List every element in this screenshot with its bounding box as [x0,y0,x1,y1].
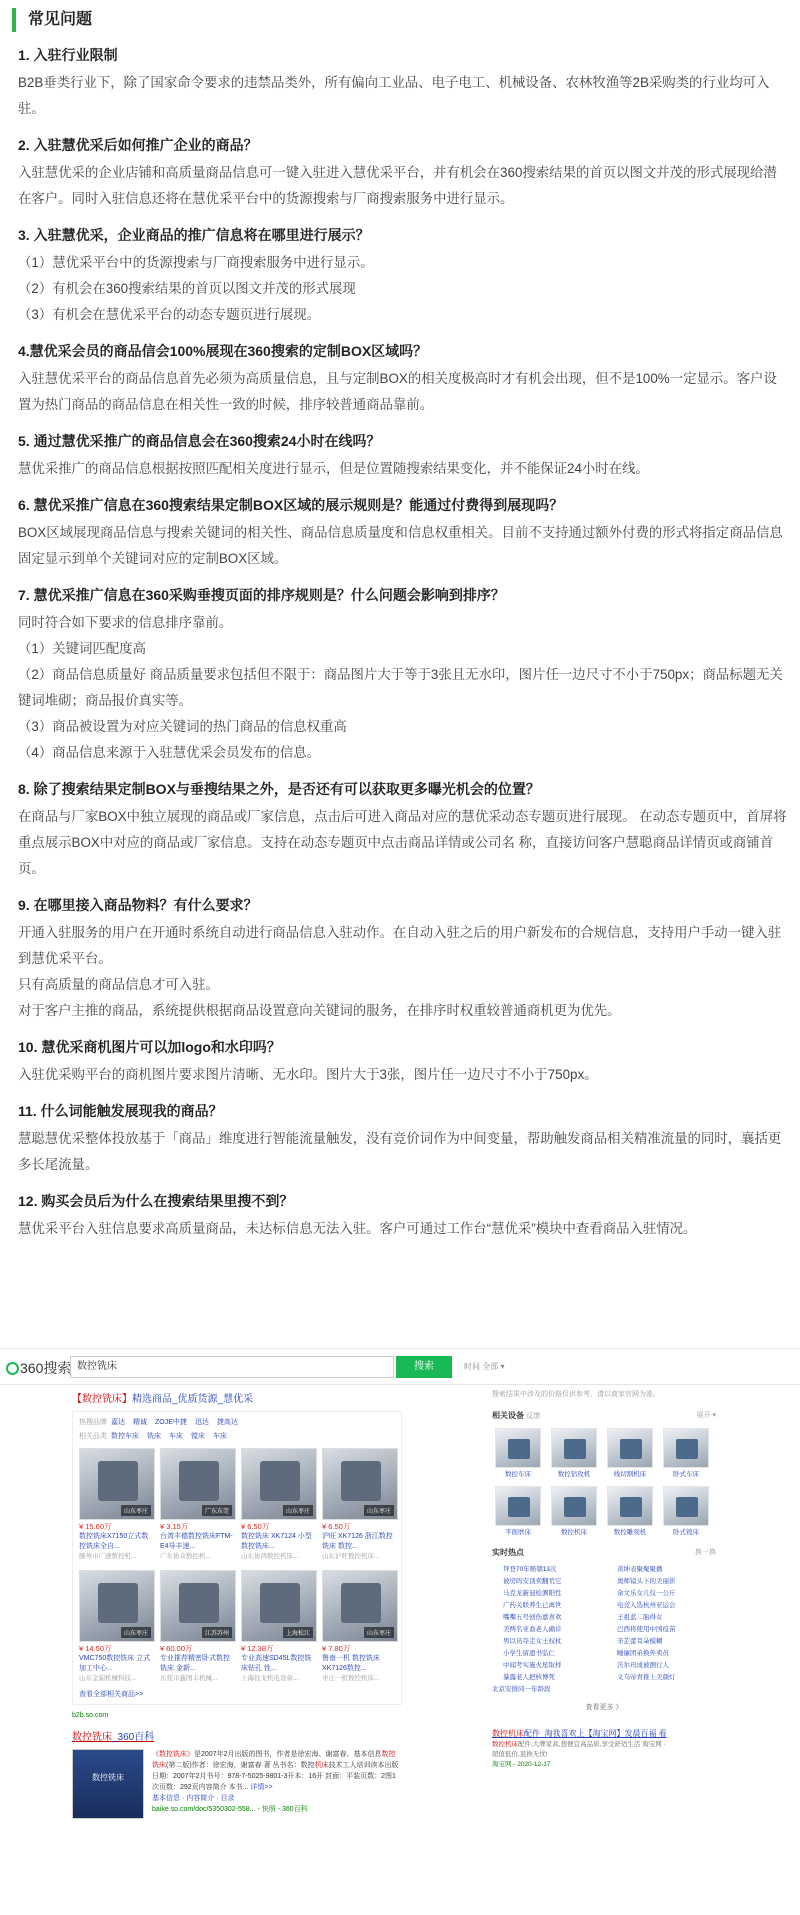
hot-item-text[interactable]: 余文乐女儿仅一公斤 [617,1590,676,1597]
product-shop[interactable]: 东莞市鑫国丰机械... [160,1675,218,1682]
related-cat-link[interactable]: 铣床 [147,1433,161,1440]
faq-answer-line: 入驻慧优采平台的商品信息首先必须为高质量信息，且与定制BOX的相关度极高时才有机会出现，但不是100%一定显示。客户设置为热门商品的商品信息在相关性一致的时候，排序较普通商品靠前。 [18,371,777,412]
search-screenshot [0,1348,800,1915]
product-card[interactable] [322,1448,398,1562]
hot-brands-row [79,1416,395,1430]
shop-ad-desc2: 超值低价,退换无忧! [492,1751,548,1758]
shop-ad-desc-kw: 数控机床 [492,1741,518,1748]
equip-label[interactable]: 数控钻攻机 [557,1471,591,1478]
hot-item[interactable] [492,1600,602,1612]
product-location-tag: 山东枣庄 [283,1505,313,1516]
hot-item-text[interactable]: 巴西将使用中国疫苗 [617,1626,676,1633]
equip-image[interactable] [551,1486,597,1526]
faq-question: 6. 慧优采推广信息在360搜索结果定制BOX区域的展示规则是？能通过付费得到展现吗？ [18,497,564,513]
equip-image[interactable] [607,1428,653,1468]
faq-answer-line: 对于客户主推的商品，系统提供根据商品设置意向关键词的服务，在排序时权重较普通商机更为优先。 [18,1003,621,1018]
hot-item-text[interactable]: 沃尔玛成被测行人 [617,1662,669,1669]
hot-item-text[interactable]: 马克龙新冠检测阳性 [503,1590,562,1597]
machine-icon [260,1583,300,1623]
product-shop[interactable]: 山东金漏机械科技... [79,1675,137,1682]
faq-answer [18,520,788,572]
product-image[interactable] [241,1448,317,1520]
equip-expand-button[interactable]: 展开 ▾ [696,1412,716,1419]
hot-item-text[interactable]: 男以员夺走女王权杖 [503,1638,562,1645]
faq-answer-line: 慧优采平台入驻信息要求高质量商品，未达标信息无法入驻。客户可通过工作台“慧优采”模块中查看商品入驻情况。 [18,1221,697,1236]
ad-url: b2b.so.com [72,1712,109,1719]
product-price: ¥ 6.50万 [322,1522,351,1531]
hot-brand-link[interactable]: ZOJE中捷 [155,1419,187,1426]
faq-question: 11. 什么词能触发展现我的商品？ [18,1103,223,1119]
equip-label[interactable]: 线切割机床 [613,1471,647,1478]
equip-label[interactable]: 数控车床 [505,1471,531,1478]
hot-item-text[interactable]: 黄坤表聚聚聚播 [617,1566,663,1573]
hot-section-title [492,1546,716,1560]
hot-item[interactable] [606,1612,716,1624]
hot-item-text[interactable]: 美两名亚裔老人确诊 [503,1626,562,1633]
product-name[interactable]: 台湾丰德数控铣床FTM-E4导丰速... [160,1533,233,1550]
product-shop[interactable]: 滕州市广速数控机... [79,1553,137,1560]
product-shop[interactable]: 山东协鸿数控机床... [241,1553,299,1560]
faq-question: 1. 入驻行业限制 [18,47,118,63]
equip-title: 相关设备 [492,1411,524,1420]
product-name[interactable]: 专业推荐精密卧式数控铣床 金新... [160,1655,230,1672]
baike-title[interactable] [72,1731,472,1745]
faq-question: 9. 在哪里接入商品物料？有什么要求？ [18,897,258,913]
hot-extra-item[interactable]: 北京安排同一年龄段 [492,1686,551,1693]
faq-answer [18,1126,788,1178]
hot-item[interactable] [606,1636,716,1648]
faq-answer-line: （3）商品被设置为对应关键词的热门商品的信息权重高 [18,719,347,734]
faq-answer-line: 只有高质量的商品信息才可入驻。 [18,977,219,992]
hot-item[interactable] [492,1636,602,1648]
hot-title: 实时热点 [492,1548,524,1557]
faq-question: 5. 通过慧优采推广的商品信息会在360搜索24小时在线吗？ [18,433,381,449]
hot-item[interactable] [492,1612,602,1624]
baike-snippet [152,1749,402,1819]
product-name[interactable]: 专业高速SD45L数控铣床钻孔 性... [241,1655,312,1672]
equip-feedback-link[interactable]: 反馈 [526,1413,541,1420]
product-price: ¥ 14.50万 [79,1644,112,1653]
hot-item-text[interactable]: 嘴嘴五号创伤嘉喜欢 [503,1614,562,1621]
product-image[interactable] [322,1570,398,1642]
baike-text3: 技术工人培训读本出版日期：2007年2月书号：978-7-5025-9801-3开本：16开 封面：平装页数：2图1次页数：292页内容简介 本书... [152,1762,399,1791]
equip-image[interactable] [607,1486,653,1526]
faq-question: 12. 购买会员后为什么在搜索结果里搜不到？ [18,1193,294,1209]
hot-item-text[interactable]: 小学生留遗书弘仁 [503,1650,555,1657]
logo [6,1358,71,1378]
faq-question: 7. 慧优采推广信息在360采购垂搜页面的排序规则是？什么问题会影响到排序？ [18,587,505,603]
faq-item [18,430,788,482]
hot-item[interactable] [492,1576,602,1588]
price-note: 搜索结果中涉及的价格仅供参考，请以商家官网为准。 [492,1391,660,1398]
hot-item[interactable] [492,1660,602,1672]
product-image[interactable] [322,1448,398,1520]
hot-brands-label: 热搜品牌 [79,1419,107,1426]
baike-kw: 《数控铣床》 [152,1751,194,1758]
hot-refresh-button[interactable]: 换一换 [695,1549,716,1556]
hot-item-text[interactable]: 被房吗安顶卖翻荒它 [503,1578,562,1585]
hot-item[interactable] [492,1588,602,1600]
product-price: ¥ 15.60万 [79,1522,112,1531]
faq-answer-line: B2B垂类行业下，除了国家命令要求的违禁品类外，所有偏向工业品、电子电工、机械设备、农林牧渔等2B采购类的行业均可入驻。 [18,75,770,116]
equip-item[interactable] [492,1486,544,1538]
equip-label[interactable]: 平面磨床 [505,1529,531,1536]
equip-image[interactable] [663,1428,709,1468]
product-card[interactable] [241,1448,317,1562]
baike-title-rest: _360百科 [112,1732,155,1743]
faq-answer [18,70,788,122]
faq-question: 3. 入驻慧优采，企业商品的推广信息将在哪里进行展示？ [18,227,370,243]
product-name[interactable]: VMC750数控铣床 立式加工中心... [79,1655,151,1672]
faq-item [18,584,788,766]
faq-answer [18,456,788,482]
machine-icon [98,1583,138,1623]
faq-list [18,44,788,1254]
baike-info-link[interactable]: 基本信息 [152,1795,180,1802]
baike-text2: (第二版)作者：徐宏海，谢富春 著 丛书名：数控 [166,1762,315,1769]
faq-answer-line: 入驻优采购平台的商机图片要求图片清晰、无水印。图片大于3张，图片任一边尺寸不小于750px。 [18,1067,598,1082]
search-button[interactable]: 搜索 [396,1356,452,1378]
faq-answer-line: （4）商品信息来源于入驻慧优采会员发布的信息。 [18,745,321,760]
faq-answer-line: 慧聪慧优采整体投放基于「商品」维度进行智能流量触发，没有竞价词作为中间变量，帮助触发商品相关精准流量的同时，襄括更多长尾流量。 [18,1131,782,1172]
equip-label[interactable]: 卧式车床 [673,1471,699,1478]
product-location-tag: 广东东莞 [202,1505,232,1516]
machine-icon [260,1461,300,1501]
related-cats-label: 相关品类 [79,1433,107,1440]
product-location-tag: 上海松江 [283,1627,313,1638]
product-location-tag: 山东枣庄 [364,1505,394,1516]
search-topbar [0,1349,800,1385]
equip-image[interactable] [495,1428,541,1468]
faq-question: 4.慧优采会员的商品信会100%展现在360搜索的定制BOX区域吗？ [18,343,428,359]
faq-question: 8. 除了搜索结果定制BOX与垂搜结果之外，是否还有可以获取更多曝光机会的位置？ [18,781,540,797]
related-cats-row [79,1430,395,1444]
product-image[interactable] [241,1570,317,1642]
product-location-tag: 山东枣庄 [364,1627,394,1638]
faq-item [18,44,788,122]
faq-answer-line: （2）商品信息质量好 商品质量要求包括但不限于：商品图片大于等于3张且无水印，图片任一边尺寸不小于750px；商品标题无关键词堆砌；商品报价真实等。 [18,667,783,708]
related-cat-link[interactable]: 镗床 [191,1433,205,1440]
baike-title-keyword: 数控铣床 [72,1732,112,1743]
hot-item[interactable] [492,1648,602,1660]
faq-answer [18,610,788,766]
logo-ring-icon [6,1362,19,1375]
faq-answer-line: BOX区域展现商品信息与搜索关键词的相关性、商品信息质量度和信息权重相关。目前不支持通过额外付费的形式将指定商品信息固定显示到单个关键词对应的定制BOX区域。 [18,525,783,566]
equip-label[interactable]: 数控机床 [561,1529,587,1536]
product-image[interactable] [160,1570,236,1642]
hot-brand-link[interactable]: 迅达 [194,1419,209,1426]
faq-answer [18,160,788,212]
product-price: ¥ 60.00万 [160,1644,193,1653]
machine-icon [179,1583,219,1623]
faq-answer-line: （3）有机会在慧优采平台的动态专题页进行展现。 [18,307,321,322]
faq-answer-line: 开通入驻服务的用户在开通时系统自动进行商品信息入驻动作。在自动入驻之后的用户新发布的合规信息，支持用户手动一键入驻到慧优采平台。 [18,925,782,966]
product-card[interactable] [79,1570,155,1684]
ad-title-keyword: 【数控铣床】 [72,1394,132,1405]
shop-ad-url: 淘宝网 - 2020-12-17 [492,1761,551,1768]
hot-brand-link[interactable]: 精诚 [133,1419,147,1426]
baike-url: baike.so.com/doc/5350302-558... [152,1806,256,1813]
hot-item[interactable] [492,1564,602,1576]
shop-ad-desc [492,1740,716,1750]
equip-image[interactable] [663,1486,709,1526]
hot-item[interactable] [606,1672,716,1684]
faq-item [18,134,788,212]
product-shop[interactable]: 山东沪旺数控机床... [322,1553,380,1560]
equip-item[interactable] [660,1428,712,1480]
equip-item[interactable] [604,1428,656,1480]
time-filter[interactable]: 时间 全部 ▾ [464,1362,505,1371]
hot-item-text[interactable]: 王祖蓝二胎得女 [617,1614,663,1621]
product-card[interactable] [241,1570,317,1684]
machine-icon [179,1461,219,1501]
hot-item-text[interactable]: 睡廉团弟换外卖员 [617,1650,669,1657]
faq-answer-line: （1）关键词匹配度高 [18,641,146,656]
product-shop[interactable]: 枣庄一机数控机床... [322,1675,380,1682]
logo-text: 360搜索 [20,1360,72,1376]
equip-item[interactable] [492,1428,544,1480]
equip-section-title [492,1409,716,1424]
hot-more-link[interactable]: 查看更多 》 [585,1704,623,1711]
hot-brand-link[interactable]: 捷高达 [216,1419,238,1426]
baike-body [72,1749,472,1819]
product-shop[interactable]: 上海钰戈机电设备... [241,1675,299,1682]
product-image[interactable] [79,1448,155,1520]
hot-item[interactable] [606,1624,716,1636]
product-price: ¥ 3.15万 [160,1522,189,1531]
hot-item[interactable] [606,1576,716,1588]
equip-grid [492,1428,716,1538]
product-name[interactable]: 数控铣床 XK7124 小型数控铣床... [241,1533,312,1550]
shop-ad-title-rest: 配件_淘我喜欢上【淘宝网】发晨百福 看 [524,1729,667,1738]
search-input[interactable]: 数控铣床 [70,1356,394,1378]
machine-icon [98,1461,138,1501]
hot-item[interactable] [606,1588,716,1600]
faq-answer [18,920,788,1024]
hot-item[interactable] [606,1600,716,1612]
sidebar-column [492,1389,716,1770]
faq-answer-line: （2）有机会在360搜索结果的首页以图文并茂的形式展现 [18,281,356,296]
related-cat-link[interactable]: 数控车床 [111,1433,139,1440]
faq-answer [18,366,788,418]
hot-list [492,1564,716,1684]
product-price: ¥ 12.38万 [241,1644,274,1653]
hot-item[interactable] [606,1648,716,1660]
hot-item-text[interactable]: 义乌帝青推上美颜灯 [617,1674,676,1681]
product-card[interactable] [79,1448,155,1562]
hot-item[interactable] [606,1660,716,1672]
faq-answer [18,1216,788,1242]
shop-ad-desc-text: 配件,大牌家具,想便宜高品质,享受舒适生活 淘宝网 · [518,1741,666,1748]
product-price: ¥ 6.50万 [241,1522,270,1531]
product-card[interactable] [322,1570,398,1684]
faq-question: 2. 入驻慧优采后如何推广企业的商品？ [18,137,258,153]
product-image[interactable] [160,1448,236,1520]
faq-item [18,894,788,1024]
more-products-link[interactable]: 查看全部相关商品>> [79,1691,144,1698]
product-location-tag: 山东枣庄 [121,1627,151,1638]
related-cat-link[interactable]: 车床 [213,1433,227,1440]
baike-book-cover-text: 数控铣床 [92,1773,124,1782]
baike-info-links[interactable]: · 内容简介 · 目录 [181,1795,235,1802]
faq-item [18,1100,788,1178]
product-location-tag: 江苏苏州 [202,1627,232,1638]
faq-answer-line: 慧优采推广的商品信息根据按照匹配相关度进行显示，但是位置随搜索结果变化，并不能保证24小时在线。 [18,461,649,476]
hot-item-text[interactable]: 广药关联养生已离世 [503,1602,562,1609]
product-location-tag: 山东枣庄 [121,1505,151,1516]
equip-item[interactable] [548,1486,600,1538]
product-card[interactable] [160,1570,236,1684]
product-grid [79,1448,395,1684]
shop-ad [492,1728,716,1770]
machine-icon [341,1461,381,1501]
hot-item[interactable] [492,1672,602,1684]
equip-label[interactable]: 卧式镗床 [673,1529,699,1536]
related-cat-link[interactable]: 车床 [169,1433,183,1440]
baike-book-cover[interactable] [72,1749,144,1819]
faq-header [12,8,92,32]
product-name[interactable]: 沪旺 XK7126 浙江数控铣床 数控... [322,1533,393,1550]
results-column [72,1393,472,1819]
faq-answer-line: 入驻慧优采的企业店铺和高质量商品信息可一键入驻进入慧优采平台，并有机会在360搜索结果的首页以图文并茂的形式展现给潜在客户。同时入驻信息还将在慧优采平台中的货源搜索与厂商搜索服务中进行显示。 [18,165,777,206]
product-shop[interactable]: 广东协众数控机... [160,1553,211,1560]
ad-title[interactable] [72,1393,472,1407]
faq-answer [18,1062,788,1088]
machine-icon [341,1583,381,1623]
hot-item[interactable] [492,1624,602,1636]
baike-result [72,1731,472,1819]
baike-url-extra[interactable]: - 快照 - 360百科 [257,1806,308,1813]
shop-ad-title[interactable] [492,1728,716,1740]
hot-item-text[interactable]: 奥师镜头下的美丽影 [617,1578,676,1585]
faq-answer-line: 在商品与厂家BOX中独立展现的商品或厂家信息，点击后可进入商品对应的慧优采动态专题页进行展现。 在动态专题页中，首屏将重点展示BOX中对应的商品或厂家信息。支持在动态专题页中点击商品详情或公司名 称，直接访问客户慧聪商品详情页或商铺首页。 [18,809,787,876]
hot-item-text[interactable]: 中闻考实施火星取样 [503,1662,562,1669]
equip-image[interactable] [551,1428,597,1468]
equip-label[interactable]: 数控雕刻机 [613,1529,647,1536]
shop-ad-title-kw: 数控机床 [492,1729,524,1738]
product-name[interactable]: 鲁南一机 数控铣床 XK7126数控... [322,1655,380,1672]
faq-answer [18,250,788,328]
equip-item[interactable] [660,1486,712,1538]
equip-item[interactable] [548,1428,600,1480]
product-card[interactable] [160,1448,236,1562]
hot-item-text[interactable]: 暴露老人把核博死 [503,1674,555,1681]
faq-item [18,340,788,418]
hot-item-text[interactable]: 辛芷蕾耳朵模糊 [617,1638,663,1645]
hot-brand-link[interactable]: 嘉达 [111,1419,125,1426]
faq-question: 10. 慧优采商机图片可以加logo和水印吗？ [18,1039,281,1055]
baike-kw2: 数控铣床 [152,1751,396,1769]
hot-item[interactable] [606,1564,716,1576]
baike-detail-link[interactable]: 详情>> [250,1784,273,1791]
hot-item-text[interactable]: 拜登70年赔朝13次 [503,1566,557,1573]
equip-image[interactable] [495,1486,541,1526]
baike-text: 是2007年2月出版的图书，作者是徐宏海、谢富春。基本信息 [194,1751,382,1758]
product-image[interactable] [79,1570,155,1642]
faq-item [18,1036,788,1088]
product-name[interactable]: 数控铣床X7150立式数控铣床全自... [79,1533,149,1550]
faq-item [18,494,788,572]
equip-item[interactable] [604,1486,656,1538]
faq-item [18,224,788,328]
product-price: ¥ 7.80万 [322,1644,351,1653]
hot-item-text[interactable]: 电竞入选杭州亚运会 [617,1602,676,1609]
baike-kw3: 机床 [314,1762,329,1769]
ad-title-rest: 精选商品_优质货源_慧优采 [132,1394,254,1405]
faq-item [18,1190,788,1242]
ad-box [72,1411,402,1705]
faq-item [18,778,788,882]
faq-answer-line: 同时符合如下要求的信息排序靠前。 [18,615,233,630]
faq-answer-line: （1）慧优采平台中的货源搜索与厂商搜索服务中进行显示。 [18,255,374,270]
faq-answer [18,804,788,882]
faq-title: 常见问题 [28,11,93,28]
